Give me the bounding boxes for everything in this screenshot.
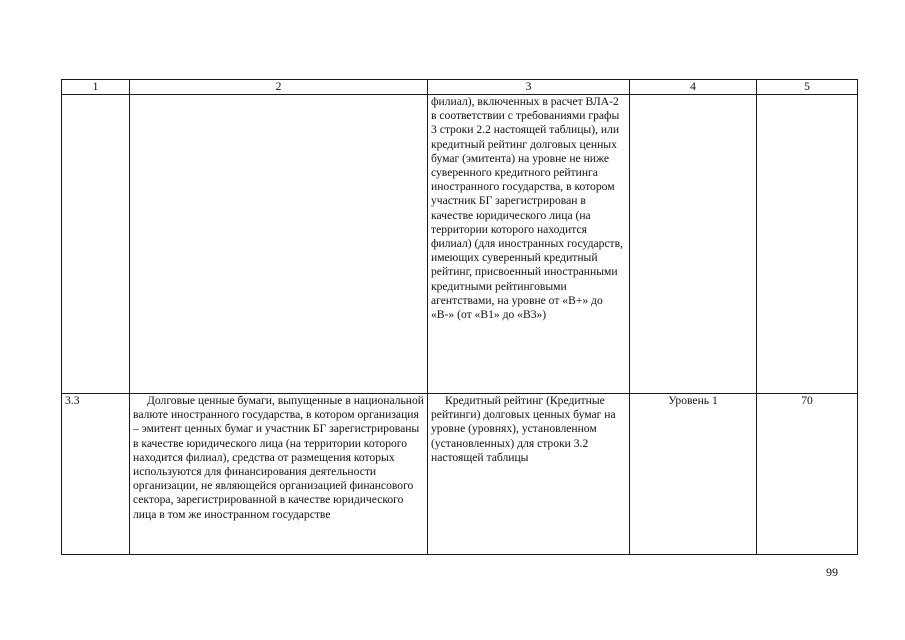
rating-criteria-cell: филиал), включенных в расчет ВЛА-2 в соответствии с требованиями графы 3 строки 2.2 настоящей таблицы), или кредитный рейтинг долговых ценных бумаг (эмитента) на уровне не ниже суверенного кредитного рейтинга иностранного государства, в котором участник БГ зарегистрирован в качестве юридического лица (на территории которого находится филиал) (для иностранных государств, имеющих суверенный кредитный рейтинг, присвоенный иностранными кредитными рейтинговыми агентствами, на уровне от «В+» до «В-» (от «В1» до «В3») — [428, 95, 630, 394]
level-cell: Уровень 1 — [630, 394, 757, 555]
column-header-1: 1 — [62, 80, 130, 95]
column-header-5: 5 — [757, 80, 858, 95]
coefficient-cell: 70 — [757, 394, 858, 555]
level-cell — [630, 95, 757, 394]
row-number-cell: 3.3 — [62, 394, 130, 555]
header-row — [62, 80, 858, 95]
column-header-4: 4 — [630, 80, 757, 95]
table-row — [62, 394, 858, 555]
asset-description-cell — [130, 95, 428, 394]
table-row — [62, 95, 858, 394]
column-header-3: 3 — [428, 80, 630, 95]
page-number: 99 — [826, 565, 838, 579]
document-table — [61, 79, 858, 555]
asset-description-cell: Долговые ценные бумаги, выпущенные в национальной валюте иностранного государства, в котором организация – эмитент ценных бумаг и участник БГ зарегистрированы в качестве юридического лица (на территории которого находится филиал), средства от размещения которых используются для финансирования деятельности организации, не являющейся организацией финансового сектора, зарегистрированной в качестве юридического лица в том же иностранном государстве — [130, 394, 428, 555]
column-header-2: 2 — [130, 80, 428, 95]
coefficient-cell — [757, 95, 858, 394]
rating-criteria-cell: Кредитный рейтинг (Кредитные рейтинги) долговых ценных бумаг на уровне (уровнях), установленном (установленных) для строки 3.2 настоящей таблицы — [428, 394, 630, 555]
row-number-cell — [62, 95, 130, 394]
